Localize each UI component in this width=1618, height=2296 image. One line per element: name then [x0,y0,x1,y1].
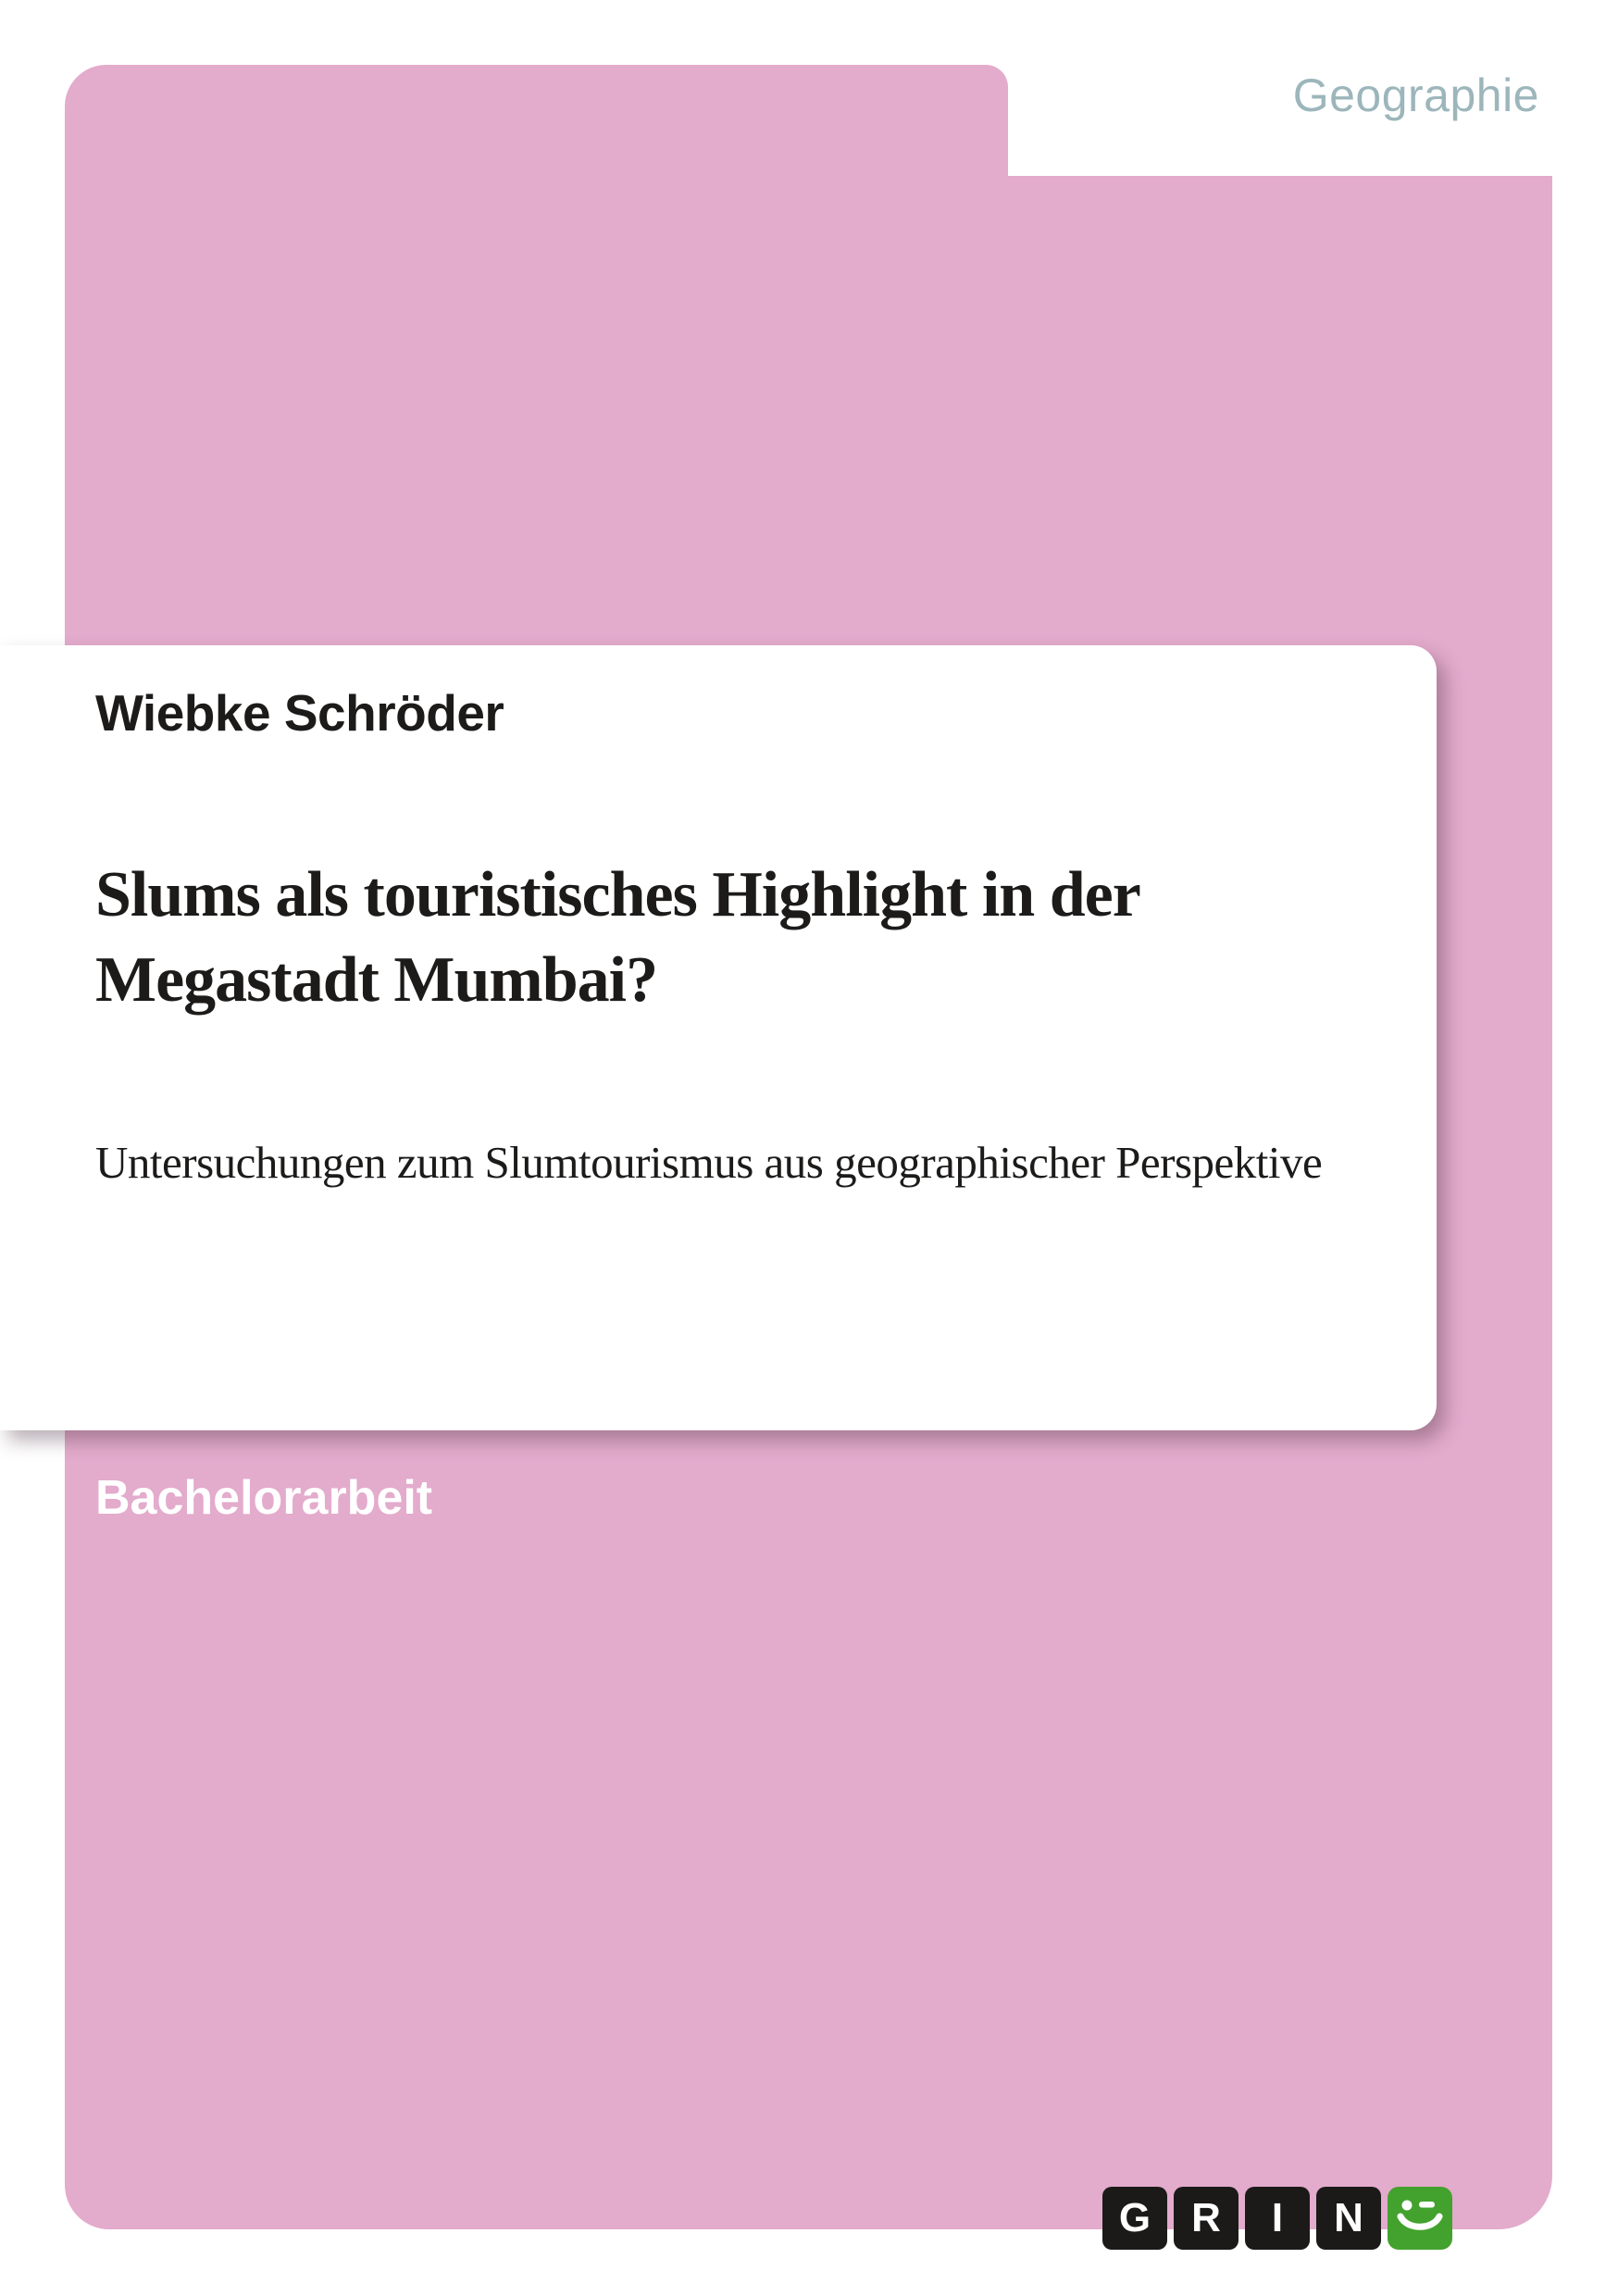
title-card [0,645,1437,1430]
document-type-label: Bachelorarbeit [95,1471,433,1525]
winking-smiley-icon [1388,2187,1452,2250]
grin-logo-letter-n: N [1316,2187,1381,2250]
author-name: Wiebke Schröder [95,684,504,742]
pink-panel-tab [65,65,1008,185]
grin-logo-letter-i: I [1245,2187,1310,2250]
grin-logo-letter-g: G [1102,2187,1167,2250]
category-label: Geographie [1292,69,1539,121]
page-title: Slums als touristisches Highlight in der Megastadt Mumbai? [95,859,1139,1016]
page-subtitle: Untersuchungen zum Slumtourismus aus geographischer Perspektive [95,1137,1323,1188]
grin-logo [1102,2187,1452,2250]
grin-logo-letter-r: R [1174,2187,1238,2250]
